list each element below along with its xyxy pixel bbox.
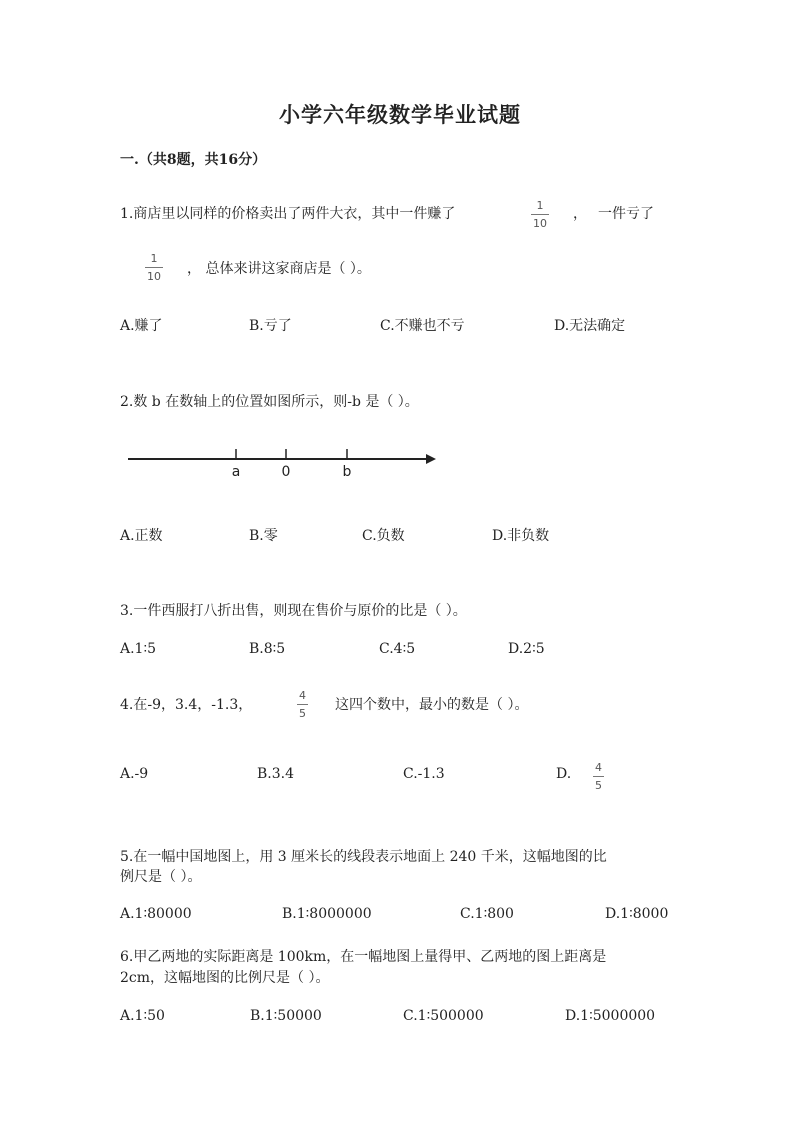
question-5-option-c: C.1∶800 [460,906,514,922]
question-5-option-b: B.1∶8000000 [282,906,372,922]
question-4-text-a: 4.在-9，3.4，-1.3， [120,697,253,713]
fraction-numerator: 4 [299,689,306,702]
label-a: a [231,464,241,480]
question-4-fraction [297,689,308,720]
question-1-option-c: C.不赚也不亏 [380,318,465,334]
question-3-option-a: A.1∶5 [120,641,157,657]
question-3-option-d: D.2∶5 [508,641,545,657]
question-1-option-a: A.赚了 [120,318,163,334]
page-title: 小学六年级数学毕业试题 [279,102,521,127]
question-5-option-a: A.1∶80000 [120,906,192,922]
question-2-option-b: B.零 [249,528,278,544]
question-6-option-c: C.1∶500000 [403,1008,484,1024]
fraction-numerator: 1 [150,252,158,265]
fraction-bar [297,704,308,705]
question-5-option-d: D.1∶8000 [605,906,669,922]
fraction-denominator: 5 [299,707,306,720]
section-heading: 一.（共8题，共16分） [120,152,267,168]
question-3-text: 3.一件西服打八折出售，则现在售价与原价的比是（ ）。 [120,603,467,619]
question-6-text-line2: 2cm，这幅地图的比例尺是（ ）。 [120,970,330,986]
question-2-text: 2.数 b 在数轴上的位置如图所示，则-b 是（ ）。 [120,394,419,410]
fraction-bar [531,214,549,215]
fraction-bar [145,267,163,268]
number-line-arrow [426,454,436,464]
question-1-text: 1.商店里以同样的价格卖出了两件大衣，其中一件赚了 [120,206,456,222]
question-1-fraction-b [145,252,163,283]
fraction-denominator: 5 [595,779,602,792]
question-1-option-b: B.亏了 [249,318,292,334]
question-4-option-d-fraction [593,761,604,792]
fraction-denominator: 10 [147,270,161,283]
question-3-option-c: C.4∶5 [379,641,416,657]
number-line [128,440,448,485]
question-2-option-d: D.非负数 [492,528,550,544]
question-3-option-b: B.8∶5 [249,641,286,657]
question-6-text-line1: 6.甲乙两地的实际距离是 100km，在一幅地图上量得甲、乙两地的图上距离是 [120,949,607,965]
question-5-text-line1: 5.在一幅中国地图上，用 3 厘米长的线段表示地面上 240 千米，这幅地图的比 [120,849,607,865]
question-1-comma: ， [573,206,587,222]
question-1-option-d: D.无法确定 [554,318,626,334]
question-1-text-line2: ， 总体来讲这家商店是（ ）。 [187,261,371,277]
question-2-option-a: A.正数 [120,528,163,544]
fraction-bar [593,776,604,777]
question-4-text-b: 这四个数中，最小的数是（ ）。 [335,697,529,713]
question-4-option-a: A.-9 [120,766,149,782]
fraction-denominator: 10 [533,217,547,230]
question-6-option-b: B.1∶50000 [250,1008,322,1024]
question-5-text-line2: 例尺是（ ）。 [120,869,202,885]
question-6-option-d: D.1∶5000000 [565,1008,656,1024]
fraction-numerator: 1 [536,199,544,212]
label-b: b [342,464,352,480]
question-2-option-c: C.负数 [362,528,405,544]
question-6-option-a: A.1∶50 [120,1008,165,1024]
fraction-numerator: 4 [595,761,602,774]
question-4-option-c: C.-1.3 [403,766,445,782]
question-1-text-tail: 一件亏了 [598,206,654,222]
label-zero: 0 [281,464,291,480]
question-4-option-b: B.3.4 [257,766,295,782]
question-1-fraction-a [531,199,549,230]
question-4-option-d: D. [556,766,572,782]
